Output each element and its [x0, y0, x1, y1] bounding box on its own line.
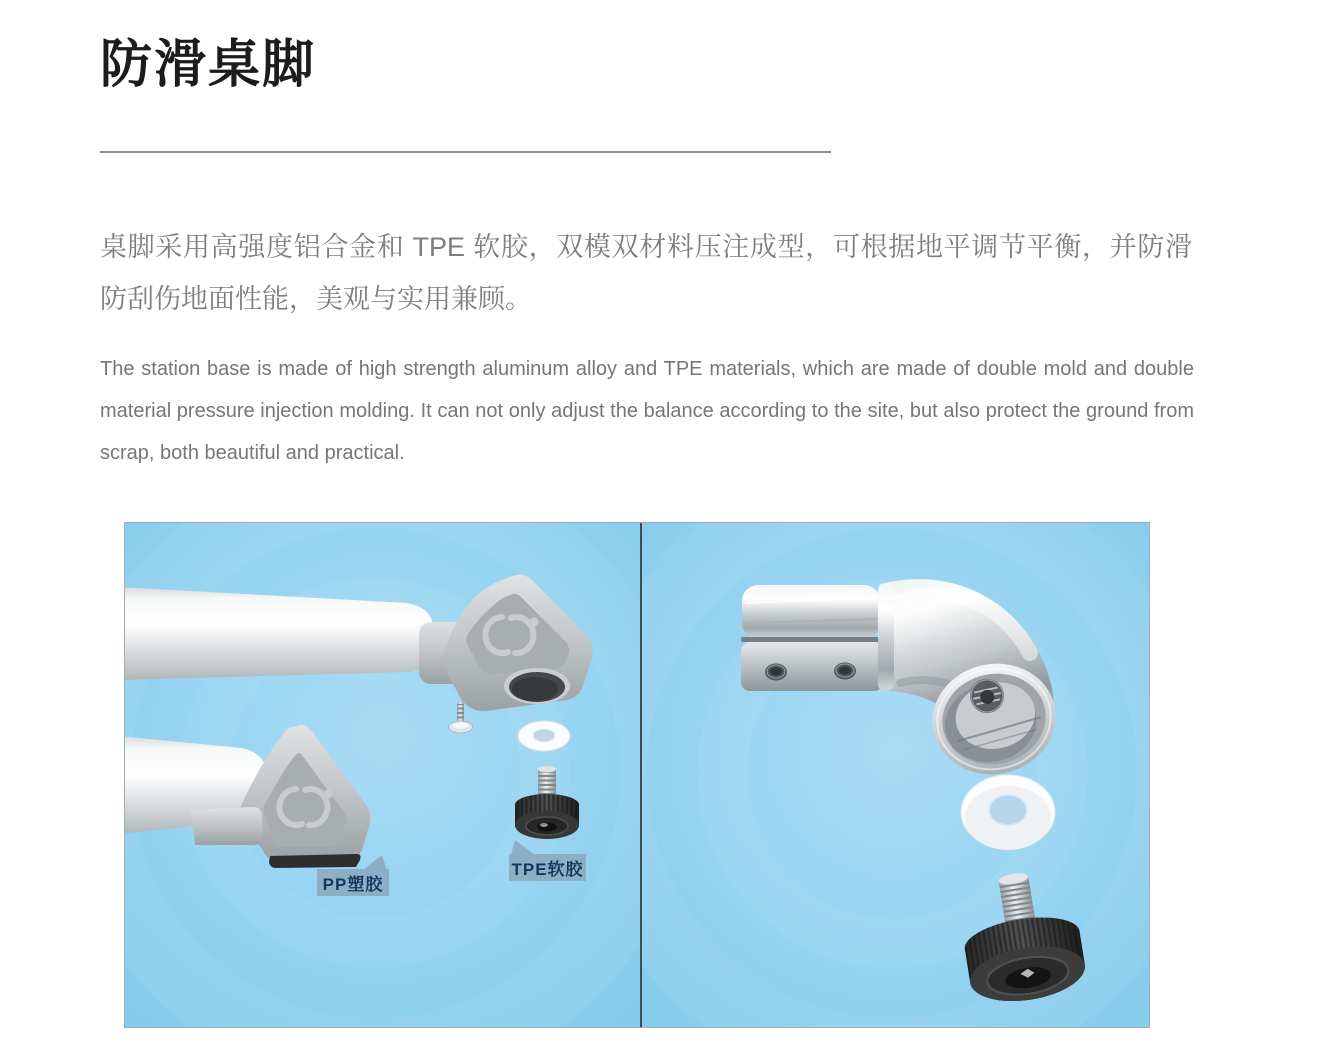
elbow-illustration [642, 523, 1149, 1027]
foot-socket-depth [512, 677, 558, 701]
callout-pp-plastic [317, 869, 389, 896]
washer [518, 721, 570, 751]
tube-clamp-section [741, 583, 894, 691]
figure-elbow-exploded [642, 523, 1149, 1027]
washer [961, 775, 1055, 850]
figure-pp-feet-exploded [125, 523, 642, 1027]
tube-clamp-collar [191, 807, 263, 845]
title-divider-line [100, 151, 831, 153]
callout-tpe-rubber [509, 854, 586, 881]
clamp-junction-ring [878, 583, 894, 691]
description-english: The station base is made of high strength aluminum alloy and TPE materials, which are made of double mold and double material pressure injection molding. It can not only adjust the balance according to the site, but also protect the ground from scrap, both beautiful and practical. [100, 358, 1194, 464]
pp-feet-illustration [125, 523, 640, 1027]
threaded-hole [834, 663, 856, 680]
threaded-hole [765, 664, 787, 681]
clamp-split-line [741, 637, 883, 642]
callout-pp-label: PP塑胶 [322, 875, 384, 894]
description-chinese: 桌脚采用高强度铝合金和 TPE 软胶，双模双材料压注成型，可根据地平调节平衡，并防滑防刮伤地面性能，美观与实用兼顾。 [100, 232, 1192, 314]
page-title: 防滑桌脚 [100, 36, 317, 94]
callout-tpe-label: TPE软胶 [511, 860, 584, 879]
tpe-base-pad [269, 854, 361, 868]
product-figures [124, 522, 1150, 1028]
